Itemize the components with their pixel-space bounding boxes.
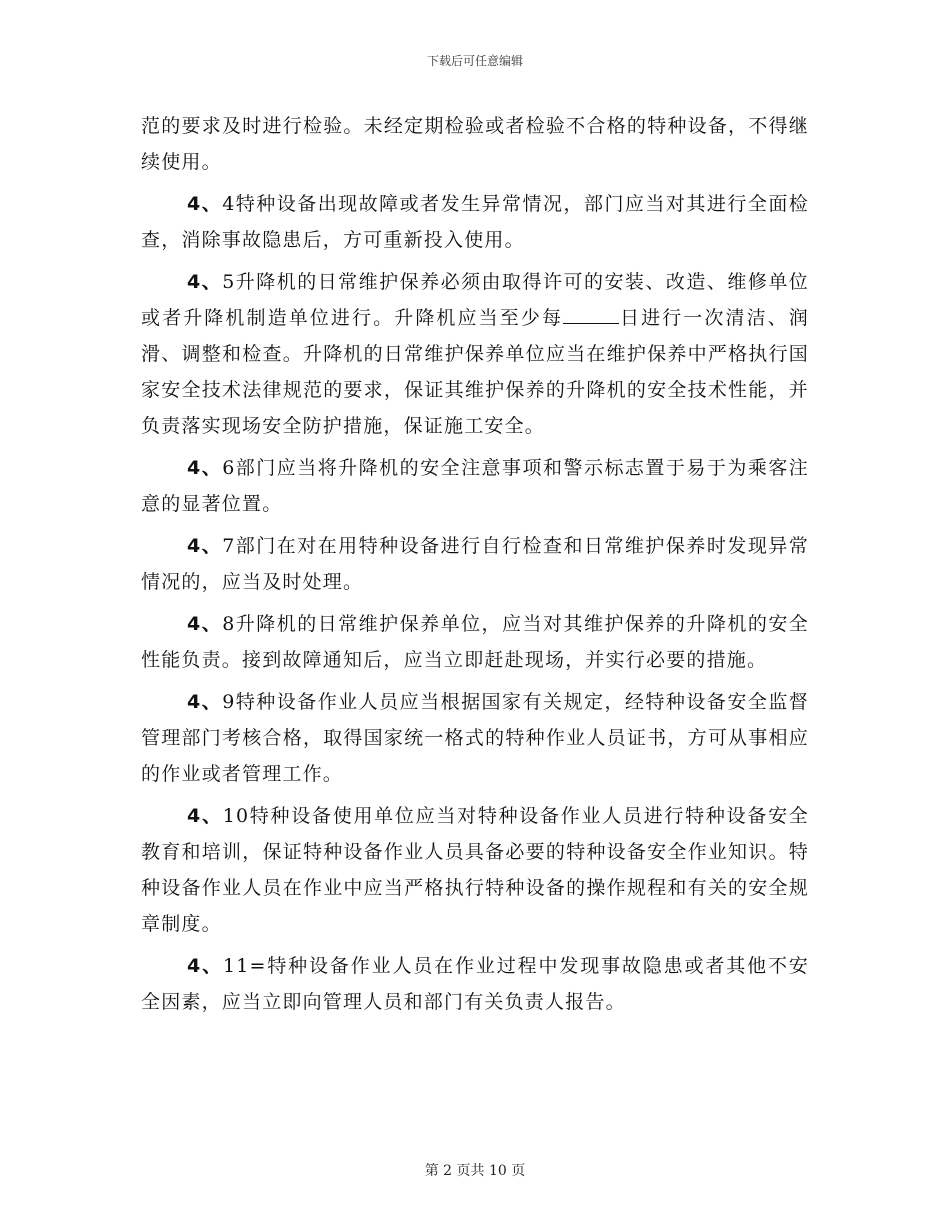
clause-text: 6部门应当将升降机的安全注意事项和警示标志置于易于为乘客注意的显著位置。 [141,457,809,515]
clause-4-6 [141,450,809,522]
clause-number: 4、 [187,805,223,827]
page-number: 第 2 页共 10 页 [424,1163,526,1179]
clause-text: 8升降机的日常维护保养单位，应当对其维护保养的升降机的安全性能负责。接到故障通知后，应当立即赶赴现场，并实行必要的措施。 [141,613,809,671]
clause-4-10 [141,798,809,942]
paragraph-continuation [141,108,809,180]
clause-text: 4特种设备出现故障或者发生异常情况，部门应当对其进行全面检查，消除事故隐患后，方可重新投入使用。 [141,193,809,251]
clause-text: 9特种设备作业人员应当根据国家有关规定，经特种设备安全监督管理部门考核合格，取得国家统一格式的特种作业人员证书，方可从事相应的作业或者管理工作。 [141,691,809,785]
clause-4-7 [141,528,809,600]
clause-4-8 [141,606,809,678]
clause-4-9 [141,684,809,792]
clause-text-part-b: 日进行一次清洁、润滑、调整和检查。升降机的日常维护保养单位应当在维护保养中严格执行国家安全技术法律规范的要求，保证其维护保养的升降机的安全技术性能，并负责落实现场安全防护措施，保证施工安全。 [141,307,809,437]
clause-number: 4、 [187,691,223,713]
clause-number: 4、 [187,271,223,293]
fill-in-blank [563,305,619,324]
clause-number: 4、 [187,457,223,479]
clause-text: 10特种设备使用单位应当对特种设备作业人员进行特种设备安全教育和培训，保证特种设备作业人员具备必要的特种设备安全作业知识。特种设备作业人员在作业中应当严格执行特种设备的操作规程和有关的安全规章制度。 [141,805,809,935]
clause-text: 7部门在对在用特种设备进行自行检查和日常维护保养时发现异常情况的，应当及时处理。 [141,535,809,593]
paragraph-text: 范的要求及时进行检验。未经定期检验或者检验不合格的特种设备，不得继续使用。 [141,115,809,173]
clause-number: 4、 [187,193,223,215]
document-body [141,108,809,1026]
clause-4-5 [141,264,809,444]
clause-4-11 [141,948,809,1020]
clause-number: 4、 [187,613,223,635]
clause-number: 4、 [187,535,223,557]
clause-text: 11=特种设备作业人员在作业过程中发现事故隐患或者其他不安全因素，应当立即向管理人员和部门有关负责人报告。 [141,955,810,1013]
clause-4-4 [141,186,809,258]
page-header: 下载后可任意编辑 [426,54,523,68]
clause-number: 4、 [187,955,223,977]
clause-text-part-a: 5升降机的日常维护保养必须由取得许可的安装、改造、维修单位或者升降机制造单位进行。升降机应当至少每 [141,271,809,329]
